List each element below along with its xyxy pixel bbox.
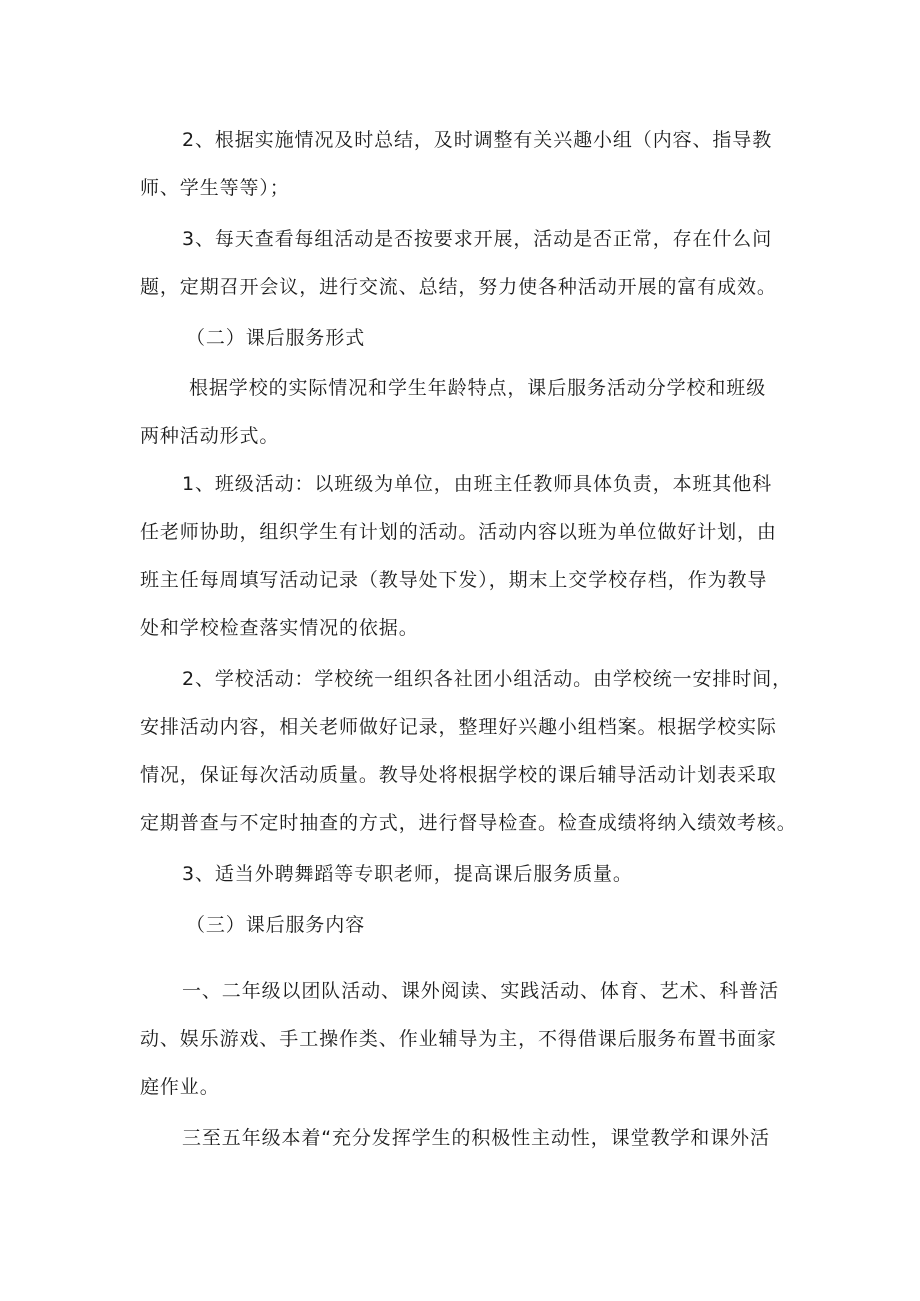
paragraph-line: 题，定期召开会议，进行交流、总结，努力使各种活动开展的富有成效。 <box>140 276 777 298</box>
paragraph-line: 定期普查与不定时抽查的方式，进行督导检查。检查成绩将纳入绩效考核。 <box>140 812 797 834</box>
paragraph-line: 3、适当外聘舞蹈等专职老师，提高课后服务质量。 <box>182 863 633 885</box>
paragraph-line: 任老师协助，组织学生有计划的活动。活动内容以班为单位做好计划，由 <box>140 521 777 543</box>
paragraph-line: 庭作业。 <box>140 1076 220 1098</box>
paragraph-line: 班主任每周填写活动记录（教导处下发），期末上交学校存档，作为教导 <box>140 569 768 591</box>
paragraph-line: 两种活动形式。 <box>140 425 280 447</box>
section-heading: （二）课后服务形式 <box>186 327 366 349</box>
paragraph-line: 师、学生等等）； <box>140 177 290 199</box>
paragraph-line: 一、二年级以团队活动、课外阅读、实践活动、体育、艺术、科普活 <box>182 980 780 1002</box>
paragraph-line: 三至五年级本着“充分发挥学生的积极性主动性，课堂教学和课外活 <box>182 1127 770 1149</box>
paragraph-line: 2、根据实施情况及时总结，及时调整有关兴趣小组（内容、指导教 <box>182 129 773 151</box>
paragraph-line: 处和学校检查落实情况的依据。 <box>140 617 419 639</box>
paragraph-line: 2、学校活动：学校统一组织各社团小组活动。由学校统一安排时间， <box>182 668 792 690</box>
paragraph-line: 1、班级活动：以班级为单位，由班主任教师具体负责，本班其他科 <box>182 473 773 495</box>
paragraph-line: 3、每天查看每组活动是否按要求开展，活动是否正常，存在什么问 <box>182 228 773 250</box>
paragraph-line: 动、娱乐游戏、手工操作类、作业辅导为主，不得借课后服务布置书面家 <box>140 1028 777 1050</box>
paragraph-line: 根据学校的实际情况和学生年龄特点，课后服务活动分学校和班级 <box>189 377 767 399</box>
section-heading: （三）课后服务内容 <box>186 914 366 936</box>
paragraph-line: 情况，保证每次活动质量。教导处将根据学校的课后辅导活动计划表采取 <box>140 764 777 786</box>
paragraph-line: 安排活动内容，相关老师做好记录，整理好兴趣小组档案。根据学校实际 <box>140 716 777 738</box>
